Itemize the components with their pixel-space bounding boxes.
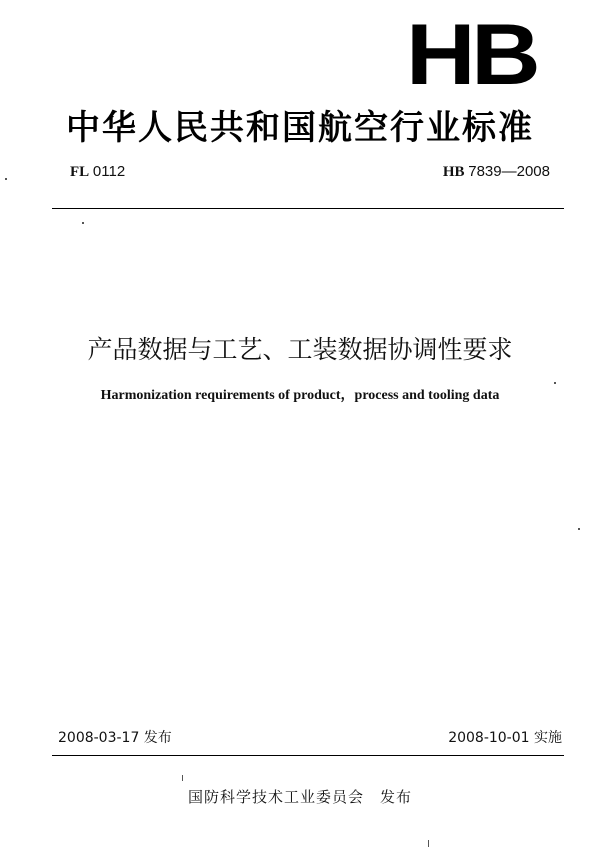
hb-logo: HB: [406, 7, 537, 103]
classification-number: 0112: [92, 163, 126, 180]
scan-speck: [554, 382, 556, 384]
issuer-name: 国防科学技术工业委员会: [187, 788, 364, 806]
publish-date: 2008-03-17 发布: [58, 730, 172, 746]
scan-speck: [5, 178, 7, 180]
scan-speck: [82, 222, 84, 224]
bottom-divider: [52, 755, 564, 756]
standard-code: 7839—2008: [468, 163, 550, 180]
scan-speck: [428, 840, 429, 847]
top-divider: [52, 208, 564, 209]
standard-number: [443, 163, 550, 181]
chinese-title: 产品数据与工艺、工装数据协调性要求: [87, 335, 513, 364]
effective-date: 2008-10-01 实施: [448, 730, 562, 746]
organization-title: 中华人民共和国航空行业标准: [66, 108, 534, 148]
scan-speck: [578, 528, 580, 530]
standard-prefix: HB: [442, 164, 465, 180]
english-title: Harmonization requirements of product，process and tooling data: [100, 388, 500, 403]
issuer-line: [0, 786, 600, 807]
issuer-action: 发布: [380, 788, 413, 806]
classification-prefix: FL: [70, 164, 90, 180]
classification-code: [70, 163, 125, 181]
scan-speck: [182, 775, 183, 781]
